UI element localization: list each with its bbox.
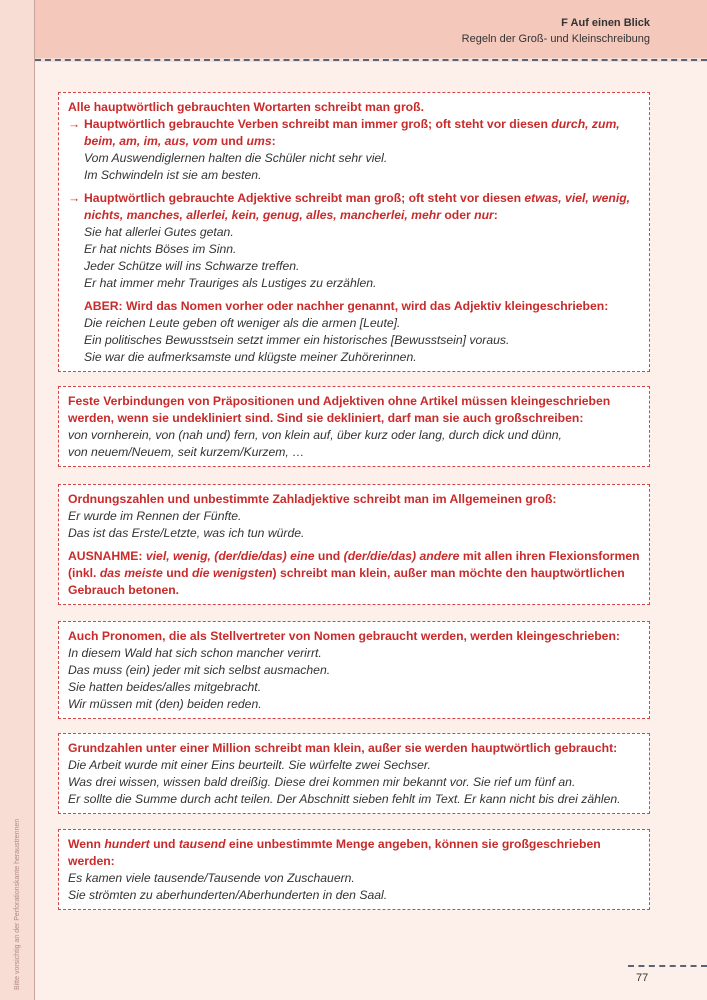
rule-text: Feste Verbindungen von Präpositionen und Adjektiven ohne Artikel müssen kleingeschrieben werden, wenn sie undekliniert sind. Sind sie dekliniert, darf man sie auch großschreiben: bbox=[68, 394, 611, 425]
rule-box-pronouns bbox=[58, 621, 650, 719]
perforation-note-text: Bitte vorsichtig an der Perforationskante heraustrennen bbox=[14, 818, 21, 990]
arrow-icon: → bbox=[68, 191, 81, 205]
example-line: von neuem/Neuem, seit kurzem/Kurzem, … bbox=[68, 445, 305, 459]
example-line: Die Arbeit wurde mit einer Eins beurteilt. Sie würfelte zwei Sechser. bbox=[68, 758, 431, 772]
example-line: von vornherein, von (nah und) fern, von klein auf, über kurz oder lang, durch dick und dünn, bbox=[68, 428, 562, 442]
chapter-title: F Auf einen Blick bbox=[561, 17, 650, 29]
header-divider bbox=[35, 59, 707, 61]
footer-divider bbox=[628, 965, 707, 967]
example-line: Was drei wissen, wissen bald dreißig. Diese drei kommen mir bekannt vor. Sie rief um fünf an. bbox=[68, 775, 576, 789]
rule-text: Auch Pronomen, die als Stellvertreter von Nomen gebraucht werden, werden kleingeschrieben: bbox=[68, 629, 620, 643]
example-line: Vom Auswendiglernen halten die Schüler nicht sehr viel. bbox=[84, 151, 388, 165]
example-line: Er hat immer mehr Trauriges als Lustiges zu erzählen. bbox=[84, 276, 377, 290]
example-line: Sie war die aufmerksamste und klügste meiner Zuhörerinnen. bbox=[84, 350, 417, 364]
page-number: 77 bbox=[636, 972, 649, 984]
example-line: Im Schwindeln ist sie am besten. bbox=[84, 168, 262, 182]
page-header bbox=[35, 0, 707, 58]
rule-box-hundert-tausend bbox=[58, 829, 650, 910]
aber-rule: ABER: Wird das Nomen vorher oder nachher genannt, wird das Adjektiv kleingeschrieben: bbox=[84, 299, 609, 313]
rule-text: Grundzahlen unter einer Million schreibt man klein, außer sie werden hauptwörtlich gebraucht: bbox=[68, 741, 618, 755]
adjective-rule: → Hauptwörtlich gebrauchte Adjektive schreibt man groß; oft steht vor diesen etwas, viel, wenig, nichts, manches, allerlei, kein, genug, alles, mancherlei, mehr oder nur: bbox=[68, 191, 631, 222]
example-line: Er hat nichts Böses im Sinn. bbox=[84, 242, 237, 256]
perforation-note bbox=[14, 680, 23, 990]
example-line: Jeder Schütze will ins Schwarze treffen. bbox=[84, 259, 300, 273]
example-line: Es kamen viele tausende/Tausende von Zuschauern. bbox=[68, 871, 355, 885]
example-line: Ein politisches Bewusstsein setzt immer ein historisches [Bewusstsein] voraus. bbox=[84, 333, 510, 347]
verb-rule: → Hauptwörtlich gebrauchte Verben schreibt man immer groß; oft steht vor diesen durch, zum, beim, am, im, aus, vom und ums: bbox=[68, 117, 620, 148]
rule-text: Wenn hundert und tausend eine unbestimmte Menge angeben, können sie großgeschrieben werden: bbox=[68, 837, 601, 868]
rule-box-cardinals bbox=[58, 733, 650, 814]
example-line: Sie hatten beides/alles mitgebracht. bbox=[68, 680, 262, 694]
example-line: Sie strömten zu aberhunderten/Aberhunderten in den Saal. bbox=[68, 888, 388, 902]
rule-text: Ordnungszahlen und unbestimmte Zahladjektive schreibt man im Allgemeinen groß: bbox=[68, 492, 557, 506]
example-line: Das ist das Erste/Letzte, was ich tun würde. bbox=[68, 526, 305, 540]
rule-box-nominalization bbox=[58, 92, 650, 372]
example-line: Wir müssen mit (den) beiden reden. bbox=[68, 697, 262, 711]
arrow-icon: → bbox=[68, 117, 81, 131]
example-line: Die reichen Leute geben oft weniger als die armen [Leute]. bbox=[84, 316, 401, 330]
example-line: Sie hat allerlei Gutes getan. bbox=[84, 225, 234, 239]
example-line: Das muss (ein) jeder mit sich selbst ausmachen. bbox=[68, 663, 331, 677]
chapter-subtitle: Regeln der Groß- und Kleinschreibung bbox=[461, 33, 650, 45]
example-line: In diesem Wald hat sich schon mancher verirrt. bbox=[68, 646, 322, 660]
rule-box-prepositions bbox=[58, 386, 650, 467]
example-line: Er sollte die Summe durch acht teilen. Der Abschnitt sieben fehlt im Text. Er kann nicht bis drei zählen. bbox=[68, 792, 621, 806]
rule-text: Alle hauptwörtlich gebrauchten Wortarten schreibt man groß. bbox=[68, 100, 424, 114]
example-line: Er wurde im Rennen der Fünfte. bbox=[68, 509, 242, 523]
rule-box-ordinals bbox=[58, 484, 650, 605]
ausnahme-rule: AUSNAHME: viel, wenig, (der/die/das) eine und (der/die/das) andere mit allen ihren Flexionsformen (inkl. das meiste und die wenigsten) schreibt man klein, außer man möchte den hauptwörtlichen Gebrauch betonen. bbox=[68, 549, 640, 597]
